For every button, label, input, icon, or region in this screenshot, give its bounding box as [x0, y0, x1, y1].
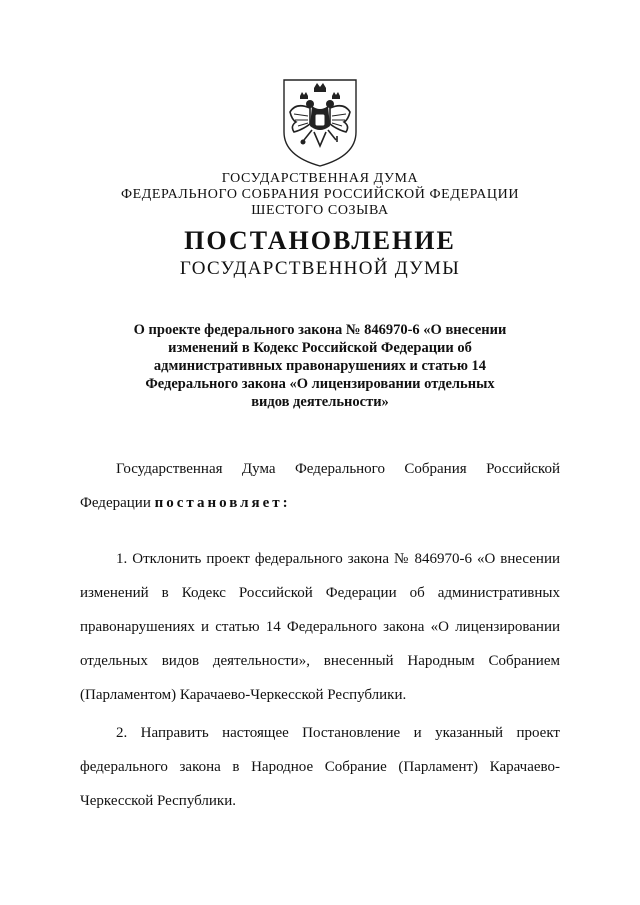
resolves-word: постановляет: — [154, 495, 291, 511]
preamble-line: Государственная Дума Федерального Собрания Российской — [116, 461, 560, 477]
subject-line: видов деятельности» — [251, 394, 389, 410]
subject-line: О проекте федерального закона № 846970-6 «О внесении — [133, 322, 507, 338]
item-1-line: правонарушениях и статью 14 Федерального закона «О лицензировании — [80, 619, 560, 635]
subject-line: административных правонарушениях и статью 14 — [153, 358, 487, 374]
header-duma: ГОСУДАРСТВЕННАЯ ДУМА — [221, 171, 419, 186]
preamble-text: Федерации — [80, 495, 155, 511]
item-1-line: отдельных видов деятельности», внесенный Народным Собранием — [80, 653, 560, 669]
document-title: ПОСТАНОВЛЕНИЕ — [184, 226, 456, 255]
item-2-line: Черкесской Республики. — [80, 793, 236, 809]
subject-line: изменений в Кодекс Российской Федерации об — [168, 340, 472, 356]
header-federal-assembly: ФЕДЕРАЛЬНОГО СОБРАНИЯ РОССИЙСКОЙ ФЕДЕРАЦИИ — [120, 187, 520, 202]
preamble-line — [80, 486, 560, 520]
preamble — [80, 452, 560, 520]
document-subtitle: ГОСУДАРСТВЕННОЙ ДУМЫ — [179, 258, 461, 279]
header-convocation: ШЕСТОГО СОЗЫВА — [251, 203, 389, 218]
item-2-line: федерального закона в Народное Собрание (Парламент) Карачаево- — [80, 759, 560, 775]
item-1-line: 1. Отклонить проект федерального закона № 846970-6 «О внесении — [116, 551, 560, 567]
item-1-line: изменений в Кодекс Российской Федерации об административных — [80, 585, 560, 601]
item-1 — [80, 542, 560, 712]
item-1-line: (Парламентом) Карачаево-Черкесской Республики. — [80, 687, 407, 703]
subject-line: Федерального закона «О лицензировании отдельных — [145, 376, 495, 392]
coat-of-arms-emblem — [274, 76, 366, 168]
item-2 — [80, 716, 560, 818]
subject-block — [120, 321, 520, 411]
item-2-line: 2. Направить настоящее Постановление и указанный проект — [116, 725, 560, 741]
